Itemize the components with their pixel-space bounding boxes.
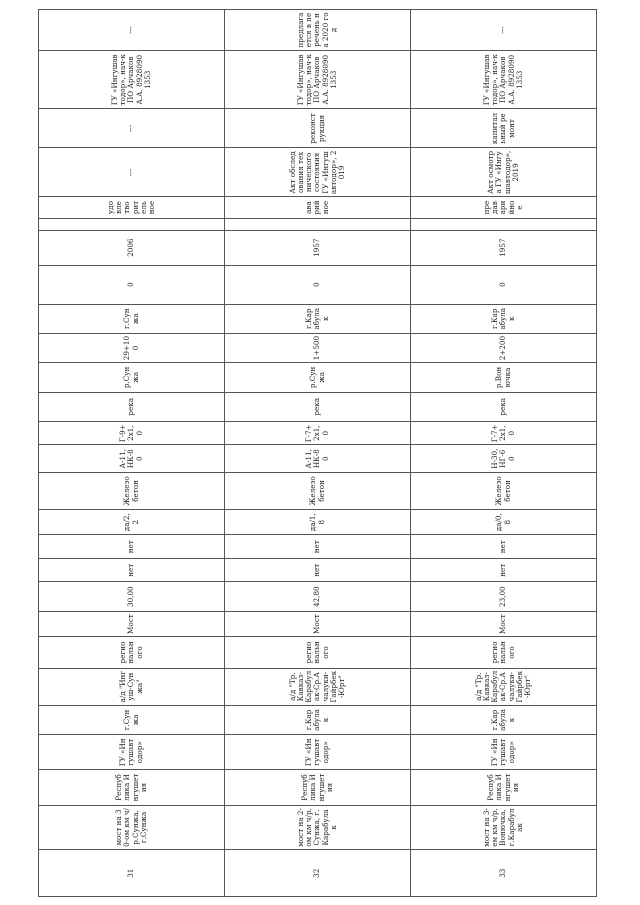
road-significance: регионального xyxy=(225,637,411,668)
design-load: А-11, НК-80 xyxy=(39,445,225,472)
region: Республика Ингушетия xyxy=(411,770,597,805)
location: г.Карабулак xyxy=(225,304,411,333)
structure-type: Мост xyxy=(225,611,411,637)
material: Железобетон xyxy=(39,472,225,509)
obstacle-type: река xyxy=(411,392,597,421)
region: Республика Ингушетия xyxy=(39,770,225,805)
bridge-name: мост на 30-ом км ч/р.Сунжа, г.Сунжа xyxy=(39,805,225,850)
sidewalk-width: да/2,2 xyxy=(39,509,225,535)
owner: ГУ «Ингушавтодор» xyxy=(411,735,597,770)
flag-2: нет xyxy=(411,535,597,559)
contact: ГУ «Ингушавтодор», нач-к ПО Арчаков А.А. 89280901353 xyxy=(411,51,597,109)
blank-cell xyxy=(225,218,411,230)
chainage: 29+100 xyxy=(39,333,225,362)
condition: удовлетворительное xyxy=(39,197,225,219)
road-significance: регионального xyxy=(411,637,597,668)
build-year: 2006 xyxy=(39,230,225,265)
road-significance: регионального xyxy=(39,637,225,668)
length: 23,00 xyxy=(411,582,597,611)
plan-note: --- xyxy=(39,10,225,51)
plan-note: --- xyxy=(411,10,597,51)
table-row xyxy=(411,10,597,897)
water-body: р.Сунжа xyxy=(225,363,411,392)
owner: ГУ «Ингушавтодор» xyxy=(39,735,225,770)
blank-cell xyxy=(411,218,597,230)
bridge-name: мост на 2-ом км ч/р.Сунжа, г.Карабулак xyxy=(225,805,411,850)
chainage: 1+500 xyxy=(225,333,411,362)
location: г.Карабулак xyxy=(411,304,597,333)
road-name: а/д "Тр.Кавказ-Карабулак-Ср.Ачалуки-Гайрбек-Юрт" xyxy=(411,668,597,705)
table-row xyxy=(225,10,411,897)
owner: ГУ «Ингушавтодор» xyxy=(225,735,411,770)
sidewalk-width: да/1,8 xyxy=(225,509,411,535)
structure-type: Мост xyxy=(411,611,597,637)
length: 42,80 xyxy=(225,582,411,611)
flag-1: нет xyxy=(39,558,225,582)
blank-cell xyxy=(39,218,225,230)
row-number: 33 xyxy=(411,850,597,897)
region: Республика Ингушетия xyxy=(225,770,411,805)
zero-value: 0 xyxy=(39,265,225,304)
condition: аварийное xyxy=(225,197,411,219)
bridge-name: мост на 3-ем км ч/р.Вонючка, г.Карабулак xyxy=(411,805,597,850)
contact: ГУ «Ингушавтодор», нач-к ПО Арчаков А.А. 89280901353 xyxy=(225,51,411,109)
city: г.Сунжа xyxy=(39,705,225,734)
work-type: --- xyxy=(39,109,225,148)
road-name: а/д "Ингуш-Сунжа" xyxy=(39,668,225,705)
water-body: р.Вонючка xyxy=(411,363,597,392)
contact: ГУ «Ингушавтодор», нач-к ПО Арчаков А.А. 89280901353 xyxy=(39,51,225,109)
table-row xyxy=(39,10,225,897)
work-type: реконструкция xyxy=(225,109,411,148)
inspection-act: --- xyxy=(39,148,225,197)
road-name: а/д "Тр.Кавказ-Карабулак-Ср.Ачалуки-Гайрбек-Юрт" xyxy=(225,668,411,705)
zero-value: 0 xyxy=(225,265,411,304)
city: г.Карабулак xyxy=(225,705,411,734)
flag-2: нет xyxy=(225,535,411,559)
chainage: 2+200 xyxy=(411,333,597,362)
flag-1: нет xyxy=(225,558,411,582)
obstacle-type: река xyxy=(39,392,225,421)
structure-type: Мост xyxy=(39,611,225,637)
water-body: р.Сунжа xyxy=(39,363,225,392)
row-number: 32 xyxy=(225,850,411,897)
obstacle-type: река xyxy=(225,392,411,421)
design-load: Н-30, НГ-60 xyxy=(411,445,597,472)
material: Железобетон xyxy=(225,472,411,509)
clearance: Г-7+2х1,0 xyxy=(411,421,597,445)
build-year: 1957 xyxy=(225,230,411,265)
clearance: Г-7+2х1,0 xyxy=(225,421,411,445)
flag-1: нет xyxy=(411,558,597,582)
inspection-act: Акт обследования технического состояния ГУ «Ингушавтодор», 2019 xyxy=(225,148,411,197)
plan-note: предлагается в перечень на 2020 год xyxy=(225,10,411,51)
condition: предаварийное xyxy=(411,197,597,219)
bridges-table xyxy=(38,9,597,897)
zero-value: 0 xyxy=(411,265,597,304)
city: г.Карабулак xyxy=(411,705,597,734)
material: Железобетон xyxy=(411,472,597,509)
clearance: Г-9+2х1,0 xyxy=(39,421,225,445)
sidewalk-width: да/0,8 xyxy=(411,509,597,535)
length: 30,00 xyxy=(39,582,225,611)
build-year: 1957 xyxy=(411,230,597,265)
design-load: А-11, НК-80 xyxy=(225,445,411,472)
work-type: капитальный ремонт xyxy=(411,109,597,148)
inspection-act: Акт осмотра ГУ «Ингушавтодор», 2019 xyxy=(411,148,597,197)
location: г.Сунжа xyxy=(39,304,225,333)
row-number: 31 xyxy=(39,850,225,897)
flag-2: нет xyxy=(39,535,225,559)
